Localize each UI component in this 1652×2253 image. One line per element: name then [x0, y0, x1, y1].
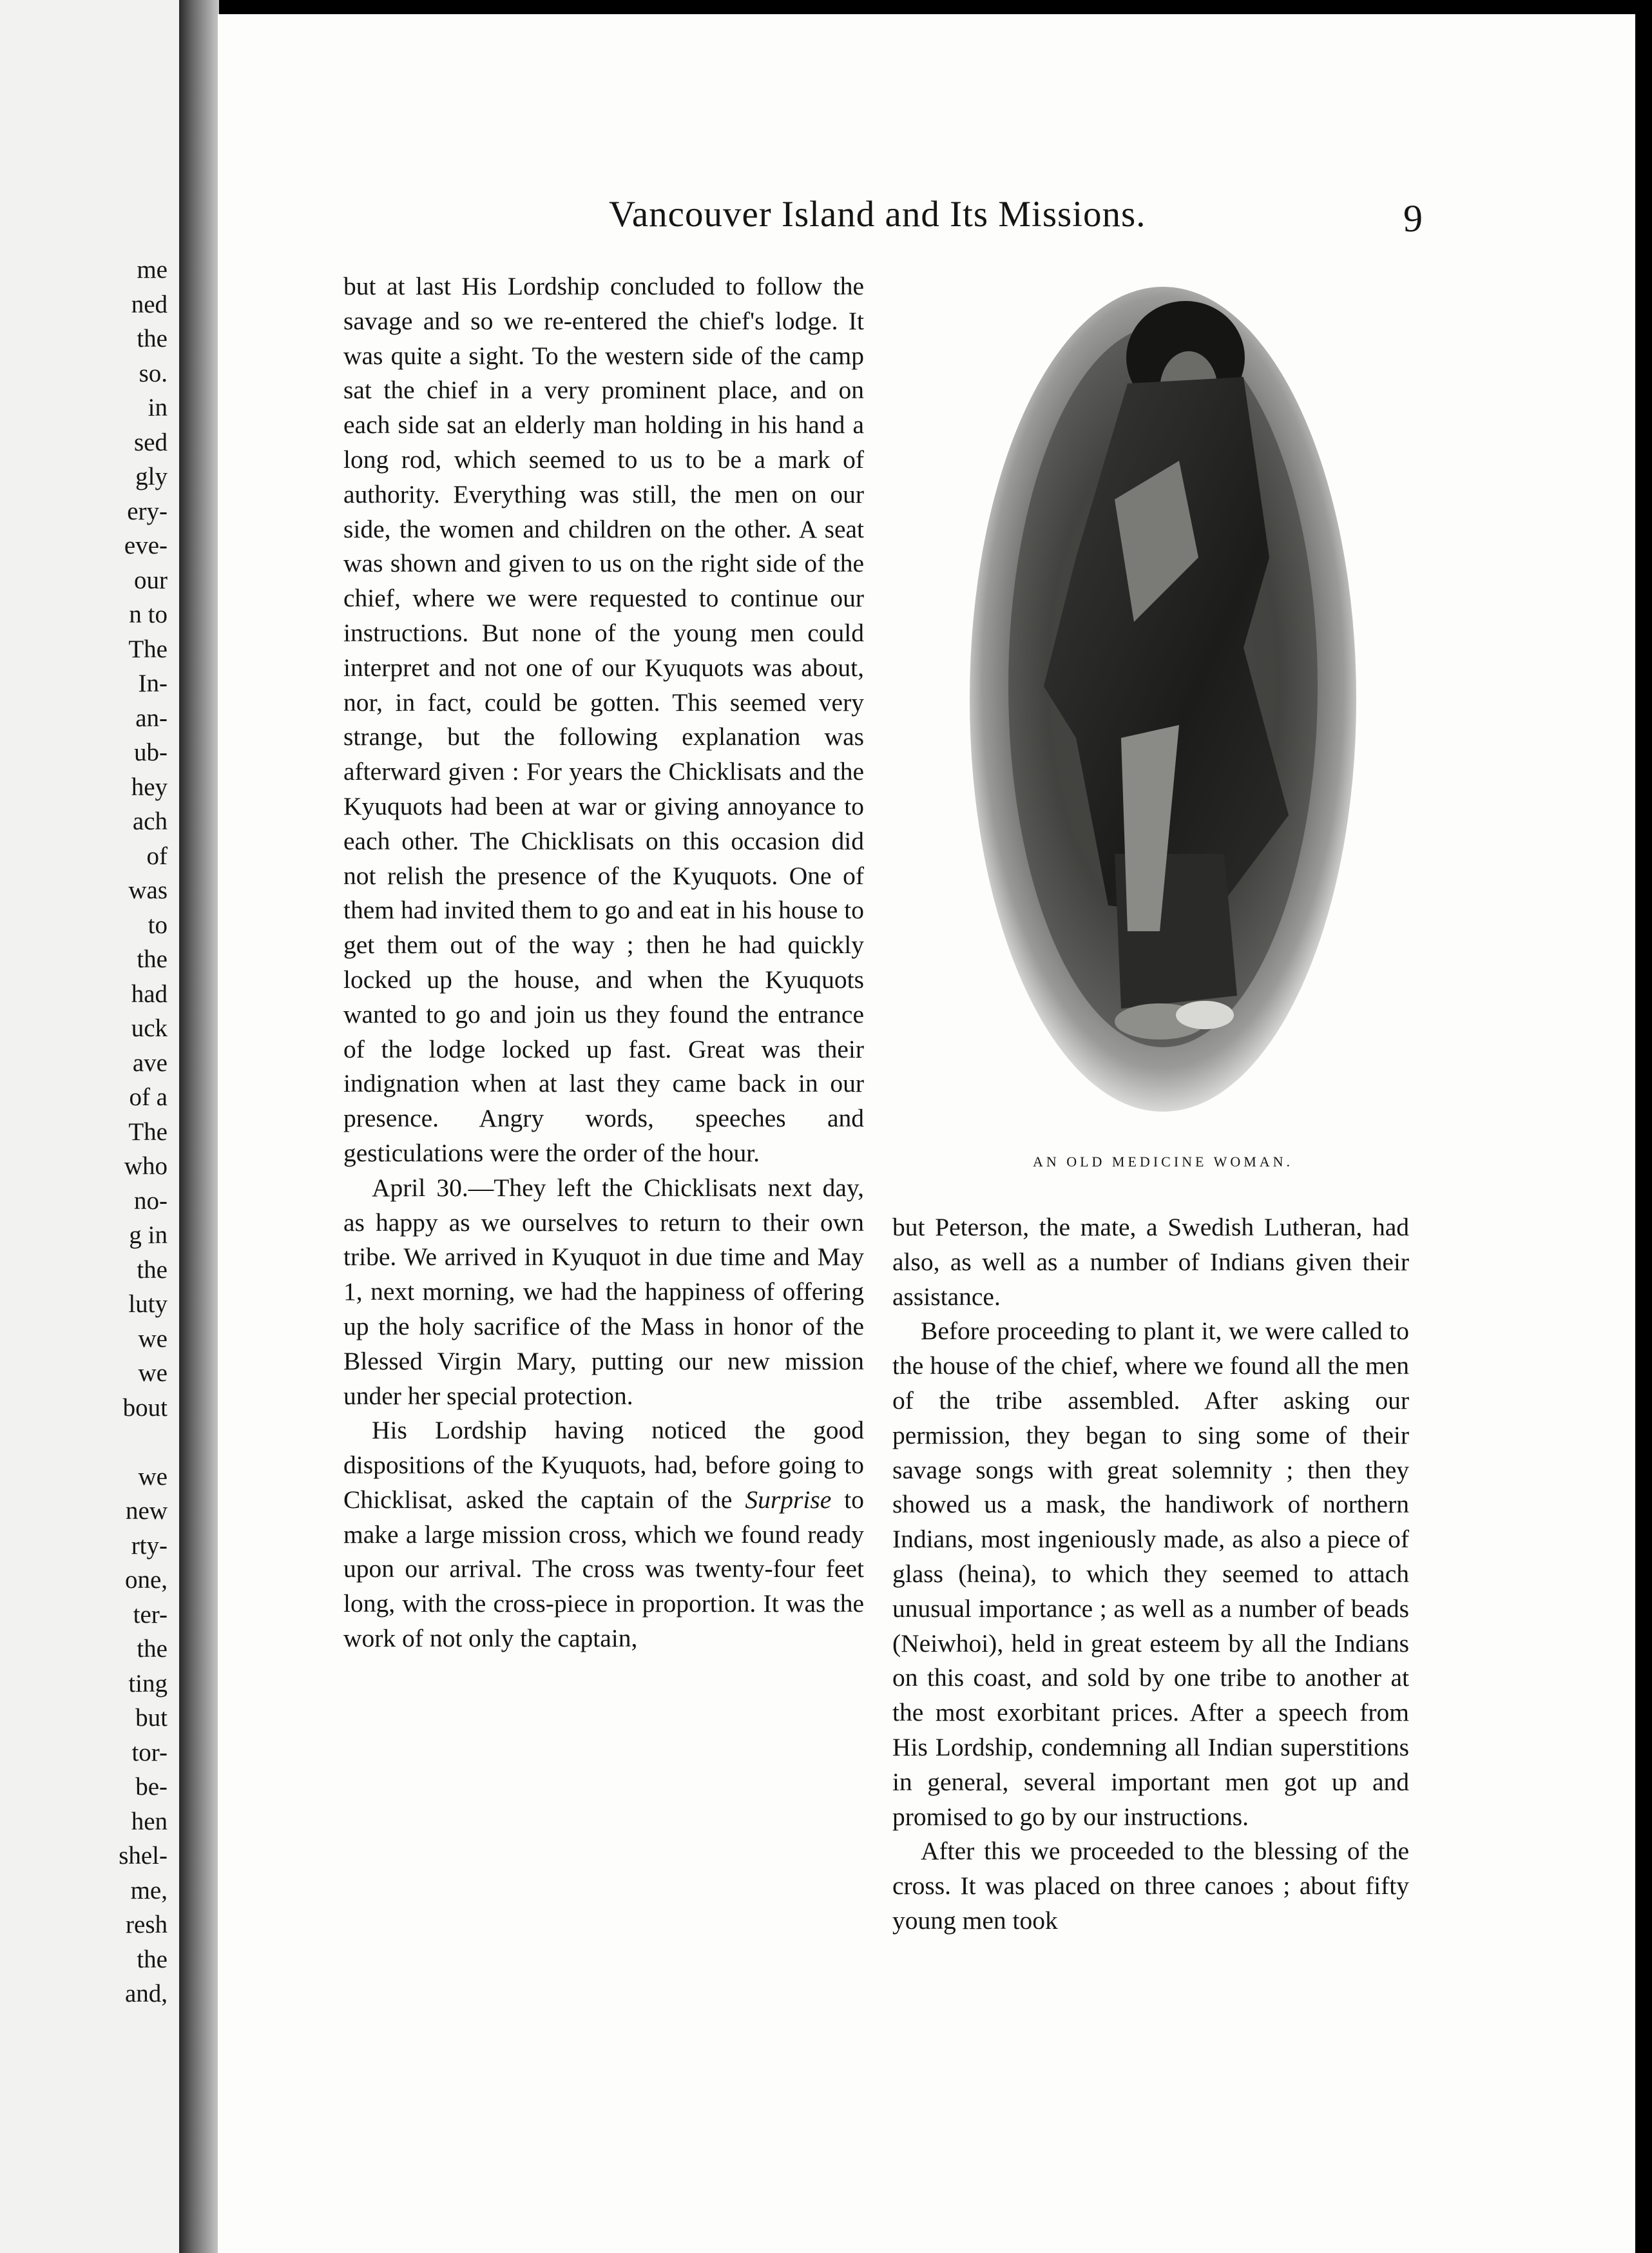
left-page-fragment: sed — [134, 428, 168, 456]
left-page-fragment: luty — [128, 1290, 168, 1318]
left-page-fragment: rty- — [131, 1531, 168, 1560]
paragraph: April 30.—They left the Chicklisats next day, as happy as we ourselves to return to their own tribe. We arrived in Kyuquot in due time and May 1, next morning, we had the happiness of offering up the holy sacrifice of the Mass in honor of the Blessed Virgin Mary, putting our new mission under her special protection. — [343, 1173, 864, 1410]
left-page-fragment: we — [138, 1462, 168, 1491]
left-page-fragment: was — [128, 876, 168, 904]
left-page-fragment: had — [131, 980, 168, 1008]
medicine-woman-photo — [966, 287, 1359, 1118]
left-page-fragment: of — [146, 842, 168, 870]
left-page-fragment: In- — [138, 670, 168, 697]
left-page-fragment: ter- — [133, 1600, 168, 1629]
left-page-fragment: hey — [131, 773, 168, 801]
left-page-fragment: of a — [129, 1083, 168, 1111]
left-page-fragment: gly — [135, 463, 168, 490]
left-page-fragment: to — [148, 911, 168, 939]
left-page-fragment: the — [137, 1635, 168, 1663]
left-page-fragment: g in — [129, 1221, 168, 1249]
left-page-fragment: the — [137, 1945, 168, 1973]
left-page-fragment: ting — [128, 1669, 168, 1697]
left-page-fragment: no- — [134, 1186, 168, 1215]
running-head: Vancouver Island and Its Missions. — [609, 194, 1146, 235]
left-page-fragment: eve- — [124, 532, 168, 559]
text-run: His Lordship having noticed the good dispositions of the Kyuquots, had, before going to Chicklisat, asked the captain of the — [343, 1416, 864, 1514]
left-page-fragment: in — [148, 394, 168, 421]
left-page-fragment: our — [134, 566, 168, 594]
left-page-fragment: shel- — [119, 1842, 168, 1870]
left-page-fragment: ach — [132, 807, 168, 835]
paragraph: but at last His Lordship concluded to follow the savage and so we re-entered the chief's lodge. It was quite a sight. To the western side of the camp sat the chief in a very prominent place, and on each side sat an elderly man holding in his hand a long rod, which seemed to us to be a mark of authority. Everything was still, the men on our side, the women and children on the other. A seat was shown and given to us on the right side of the chief, where we were requested to continue our instructions. But none of the young men could interpret and not one of our Kyuquots was about, nor, in fact, could be gotten. This seemed very strange, but the following explanation was afterward given : For years the Chicklisats and the Kyuquots had been at war or giving annoyance to each other. The Chicklisats on this occasion did not relish the presence of the Kyuquots. One of them had invited them to go and eat in his house to get them out of the way ; then he had quickly locked up the house, and when the Kyuquots wanted to go and join us they found the entrance of the lodge locked up fast. Great was their indignation when at last they came back in our presence. Angry words, speeches and gesticulations were the order of the hour. — [343, 272, 864, 1167]
binding-gutter — [179, 0, 219, 2253]
left-page-fragment: an- — [135, 704, 168, 732]
left-page-fragment: ub- — [134, 739, 168, 766]
page-number: 9 — [1403, 197, 1423, 240]
left-page-fragment: the — [137, 1255, 168, 1284]
left-page-fragment: the — [137, 325, 168, 353]
left-page-fragment: new — [126, 1497, 168, 1525]
left-page-fragment: be- — [135, 1773, 168, 1801]
left-page-fragment: me — [137, 256, 168, 284]
left-page-fragment: and, — [124, 1980, 168, 2007]
paragraph: After this we proceeded to the blessing of the cross. It was placed on three canoes ; about fifty young men took — [892, 1837, 1409, 1935]
ship-name: Surprise — [745, 1485, 832, 1514]
left-page-fragment: the — [137, 945, 168, 973]
left-page-fragment: who — [124, 1152, 168, 1180]
left-page-fragment: hen — [131, 1807, 168, 1835]
left-page-fragment: we — [138, 1324, 168, 1353]
paragraph — [343, 1413, 864, 1656]
paragraph: Before proceeding to plant it, we were called to the house of the chief, where we found all the men of the tribe assembled. After asking our permission, they began to sing some of their savage songs with great solemnity ; then they showed us a mask, the handiwork of northern Indians, most ingeniously made, as also a piece of glass (heina), to which they seemed to attach unusual importance ; as well as a number of beads (Neiwhoi), held in great esteem by all the Indians on this coast, and sold by one tribe to another at the most exorbitant prices. After a speech from His Lordship, condemning all Indian superstitions in general, several important men got up and promised to go by our instructions. — [892, 1317, 1409, 1831]
text-column-left — [343, 269, 864, 1656]
left-page-fragment: uck — [131, 1014, 168, 1042]
left-page-fragment: bout — [122, 1393, 168, 1422]
left-page-fragment: ned — [131, 290, 168, 318]
previous-page-edge — [0, 0, 179, 2253]
figure-caption: AN OLD MEDICINE WOMAN. — [1032, 1154, 1294, 1170]
left-page-fragment: The — [128, 1117, 168, 1146]
left-page-fragment: one, — [124, 1566, 168, 1594]
left-page-fragment: The — [128, 635, 168, 663]
left-page-fragment: so. — [139, 359, 168, 387]
text-column-right — [892, 1210, 1409, 1939]
scan-border — [1634, 0, 1652, 2253]
left-page-fragment: but — [135, 1704, 168, 1732]
left-page-fragment: ery- — [127, 497, 168, 525]
left-page-fragment: resh — [126, 1911, 168, 1939]
left-page-fragment: ave — [132, 1049, 168, 1077]
paragraph: but Peterson, the mate, a Swedish Lutheran, had also, as well as a number of Indians given their assistance. — [892, 1213, 1409, 1311]
left-page-fragment: me, — [130, 1876, 168, 1904]
text-run: to make a large mission cross, which we found ready upon our arrival. The cross was twenty-four feet long, with the cross-piece in proportion. It was the work of not only the captain, — [343, 1485, 864, 1653]
left-page-fragment: we — [138, 1359, 168, 1387]
left-page-fragment: tor- — [131, 1738, 168, 1766]
left-page-fragment: n to — [129, 601, 168, 628]
